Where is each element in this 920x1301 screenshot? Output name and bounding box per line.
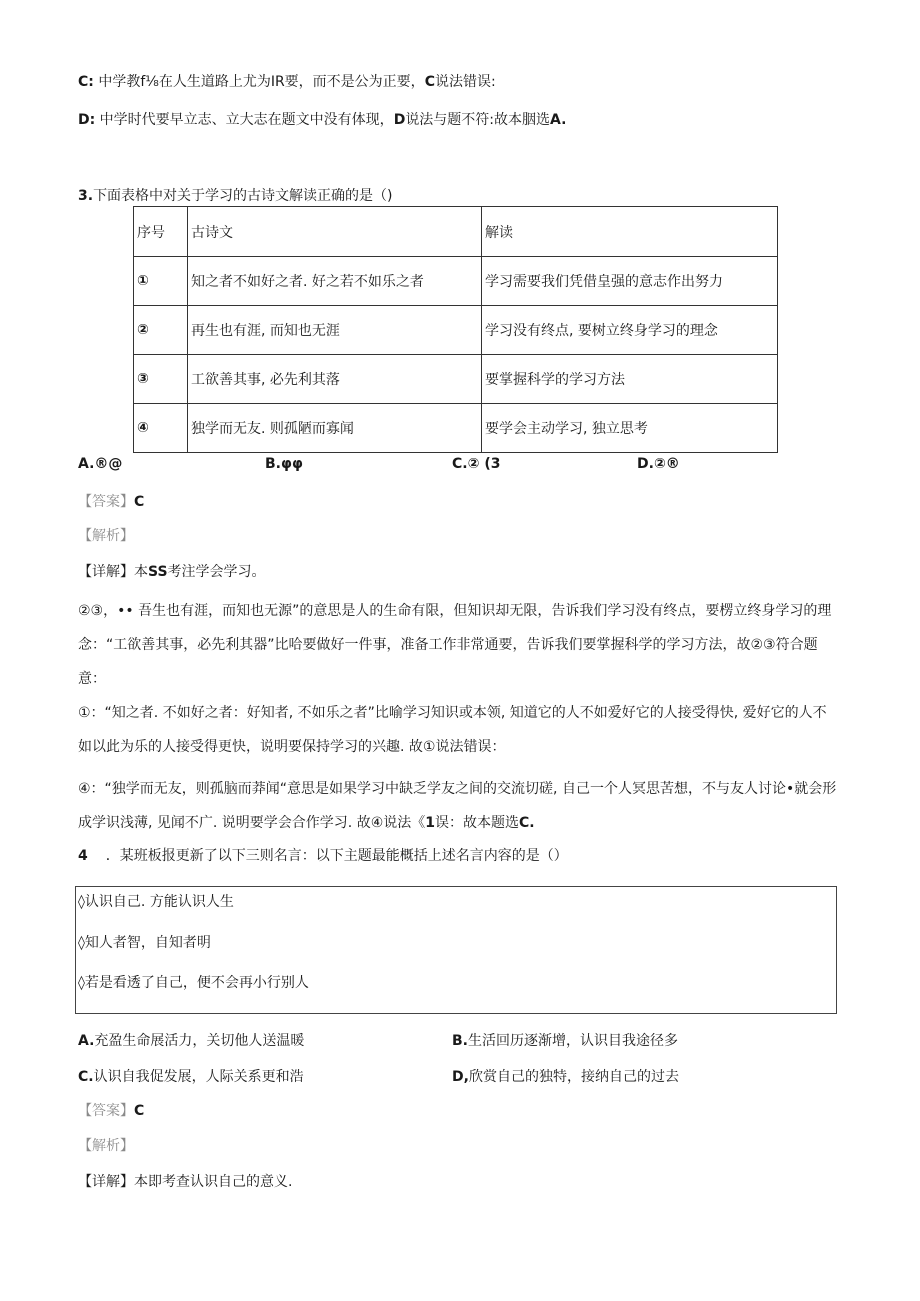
row-poem: 独学而无友. 则孤陋而寡闻 [188,404,482,453]
row-reading: 要掌握科学的学习方法 [482,355,778,404]
q4-option-d: D,欣赏自己的独特，接纳自己的过去 [452,1069,679,1085]
q4-option-c: C.认识自我促发展，人际关系更和浩 [78,1069,304,1085]
q4-analysis-tag: 【解析】 [78,1138,134,1154]
q4-stem: 4 ．某班板报更新了以下三则名言：以下主题最能概括上述名言内容的是（） [78,848,568,864]
table-row [134,404,778,453]
quote-item: ◊认识自己. 方能认识人生 [78,894,234,910]
table-row [134,306,778,355]
quote-box [75,886,837,1014]
q3-stem: 3.下面表格中对关于学习的古诗文解读正确的是（) [78,188,393,204]
table-row [134,257,778,306]
quote-item: ◊知人者智，自知者明 [78,935,211,951]
header-num: 序号 [134,207,188,257]
q3-table [133,206,778,453]
prev-option-d-analysis: D: 中学时代要早立志、立大志在题文中没有体现，D说法与题不符:故本胭选A. [78,112,567,128]
q3-analysis-tag: 【解析】 [78,528,134,544]
table-header-row [134,207,778,257]
q4-detail: 【详解】本即考查认识自己的意义. [78,1174,293,1190]
row-poem: 知之者不如好之者. 好之若不如乐之者 [188,257,482,306]
q3-option-d: D.②® [637,456,680,472]
row-num: ② [134,306,188,355]
q3-detail: 【详解】本SS考注学会学习。 [78,564,266,580]
q3-analysis-para-3: ④：“独学而无友，则孤脑而莽闻“意思是如果学习中缺乏学友之间的交流切磋, 自己一个人冥思苦想，不与友人讨论•就会形成学识浅薄, 见闻不广. 说明要学会合作学习. 故④说法《1误：故本题选C. [78,781,837,831]
header-reading: 解读 [482,207,778,257]
row-reading: 学习需要我们凭借皇强的意志作出努力 [482,257,778,306]
q3-answer: 【答案】C [78,494,145,510]
q4-answer: 【答案】C [78,1103,145,1119]
q4-option-b: B.生活回历逐渐增，认识目我途径多 [452,1033,678,1049]
q3-option-a: A.®@ [78,456,123,472]
row-reading: 要学会主动学习, 独立思考 [482,404,778,453]
q3-analysis-para-1: ②③，•• 吾生也有涯，而知也无源”的意思是人的生命有限，但知识却无限，告诉我们学习没有终点，要楞立终身学习的理念：“工欲善其事，必先利其器”比哈要做好一件事，准备工作非常通要，告诉我们要掌握科学的学习方法，故②③符合题意： [78,603,832,687]
q3-option-c: C.② (3 [452,456,501,472]
row-poem: 再生也有涯, 而知也无涯 [188,306,482,355]
q3-analysis-para-2: ①：“知之者. 不如好之者：好知者, 不如乐之者”比喻学习知识或本领, 知道它的人不如爱好它的人接受得快, 爱好它的人不如以此为乐的人接受得更快，说明要保持学习的兴趣. 故①说法错误： [78,705,827,755]
prev-option-c-analysis: C: 中学教f⅛在人生道路上尤为IR要，而不是公为正要，C说法错误: [78,74,496,90]
q4-option-a: A.充盈生命展活力，关切他人送温暖 [78,1033,305,1049]
row-poem: 工欲善其事, 必先利其落 [188,355,482,404]
row-num: ④ [134,404,188,453]
q3-option-b: B.φφ [265,456,303,472]
row-num: ③ [134,355,188,404]
table-row [134,355,778,404]
header-poem: 古诗文 [188,207,482,257]
quote-item: ◊若是看透了自己，便不会再小行别人 [78,975,309,991]
row-reading: 学习没有终点, 要树立终身学习的理念 [482,306,778,355]
row-num: ① [134,257,188,306]
